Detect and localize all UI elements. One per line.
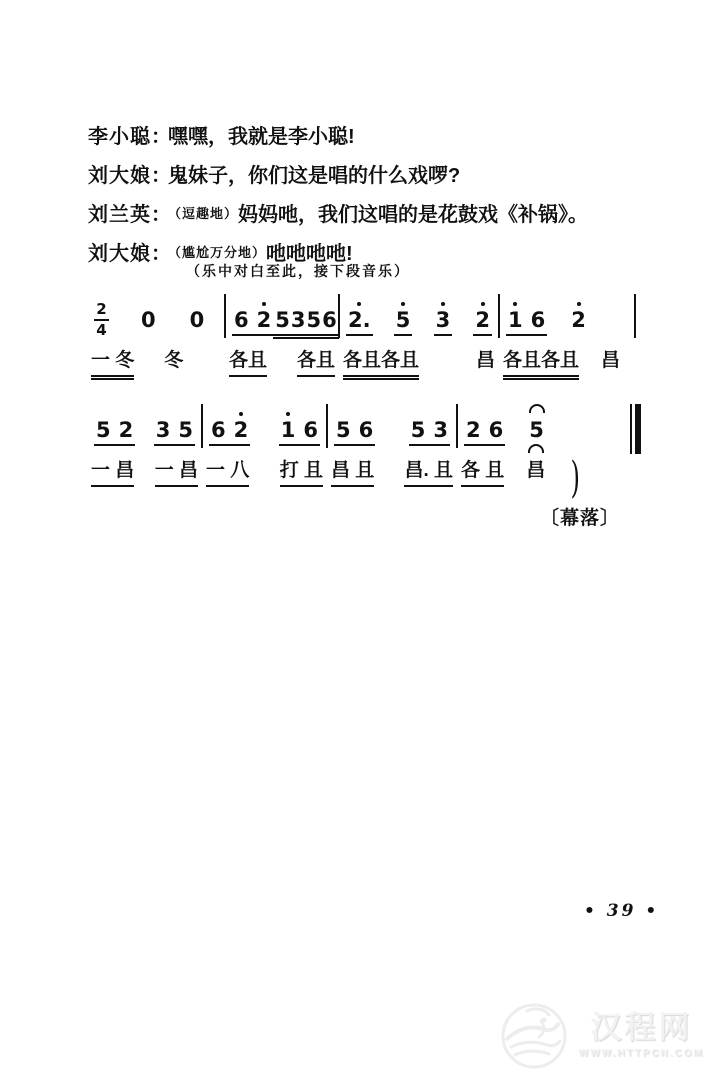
- jianpu-note: 0: [189, 308, 205, 332]
- lyric-syllable: 各且: [297, 350, 335, 377]
- jianpu-note: 6: [322, 308, 337, 332]
- lyric-syllable: 冬: [164, 350, 184, 371]
- jianpu-note: 3: [290, 308, 306, 332]
- lyric-syllable: 一 冬: [91, 350, 134, 377]
- lyric-syllable: 各且各且: [343, 350, 419, 377]
- dialogue-line: [88, 159, 668, 198]
- jianpu-note: 5: [410, 418, 426, 442]
- measure-segment: [88, 300, 224, 377]
- jianpu-note: 2: [256, 308, 272, 332]
- music-row: [340, 300, 498, 336]
- lyric-syllable: 昌 且: [331, 460, 374, 487]
- beam-group: [346, 310, 373, 336]
- lyric-syllable: 昌: [601, 350, 621, 371]
- barline: [634, 294, 636, 338]
- lyric-syllable: 一 昌: [155, 460, 198, 487]
- beam-group: [279, 420, 320, 446]
- curtain-falls-note: 〔幕落〕: [540, 508, 621, 529]
- watermark-site-name: 汉程网: [590, 1010, 693, 1046]
- speaker-name: 李小聪：: [88, 126, 172, 148]
- jianpu-note: 2: [233, 418, 249, 442]
- jianpu-note: 3: [155, 418, 171, 442]
- music-system-2: [88, 400, 641, 504]
- measure-segment: [226, 300, 338, 377]
- time-signature: [94, 302, 109, 338]
- final-barline-thin: [630, 404, 632, 454]
- beam-group: [273, 310, 339, 336]
- watermark: [497, 999, 704, 1071]
- lyric-row: [340, 350, 498, 377]
- music-row: [88, 300, 224, 339]
- music-row: [88, 410, 201, 446]
- measure-segment: [328, 410, 456, 487]
- beam-group: [94, 420, 135, 446]
- jianpu-note: 0: [141, 308, 156, 332]
- beam-group: [569, 310, 588, 336]
- beam-group: [506, 310, 547, 336]
- beam-group: [394, 310, 413, 336]
- jianpu-note: 5: [306, 308, 322, 332]
- watermark-text: [579, 1011, 704, 1058]
- lyric-syllable: 一 昌: [91, 460, 134, 487]
- measure-segment: [88, 410, 201, 487]
- watermark-dragon-logo-icon: [497, 999, 571, 1071]
- speaker-name: 刘兰英：: [88, 204, 172, 226]
- lyric-row: [328, 460, 456, 487]
- beam-group: [527, 420, 546, 446]
- jianpu-note: 6: [234, 308, 249, 332]
- jianpu-note: 3: [435, 308, 451, 332]
- lyric-row: [88, 350, 224, 377]
- dialogue-text: 妈妈吔，我们这唱的是花鼓戏《补锅》。: [238, 204, 589, 226]
- lyric-syllable: 昌. 且: [404, 460, 453, 487]
- beam-group: [209, 420, 250, 446]
- jianpu-note: 5: [178, 418, 193, 442]
- beam-group: [434, 310, 453, 336]
- dialogue-text: 吔吔吔吔!: [266, 243, 353, 265]
- dialogue-text: 鬼妹子，你们这是唱的什么戏啰?: [168, 165, 461, 187]
- time-signature-denominator: 4: [96, 321, 107, 339]
- music-system-1: [88, 290, 636, 377]
- jianpu-note: 2: [118, 418, 134, 442]
- beam-group: [409, 420, 450, 446]
- lyric-syllable: 各且: [229, 350, 267, 377]
- jianpu-note: 6: [358, 418, 374, 442]
- jianpu-note: 3: [433, 418, 448, 442]
- jianpu-note: 6: [303, 418, 318, 442]
- measure-segment: [458, 410, 630, 504]
- final-barline-thick: [635, 404, 641, 454]
- lyric-syllable: 各且各且: [503, 350, 579, 377]
- beam-group: [154, 420, 195, 446]
- beam-group: [334, 420, 375, 446]
- jianpu-note: 6: [530, 308, 546, 332]
- jianpu-note: 2.: [348, 308, 371, 332]
- speaker-name: 刘大娘：: [88, 243, 172, 265]
- beam-group: [232, 310, 273, 336]
- dialogue-text: 嘿嘿，我就是李小聪!: [168, 126, 355, 148]
- stage-note: （乐中对白至此，接下段音乐）: [186, 263, 410, 279]
- dialogue-line: [88, 198, 668, 237]
- music-row: [458, 410, 630, 446]
- time-signature-numerator: 2: [96, 300, 107, 318]
- lyric-syllable: 昌: [475, 350, 495, 371]
- speaker-name: 刘大娘：: [88, 165, 172, 187]
- music-row: [226, 300, 338, 336]
- jianpu-note: 5: [395, 308, 411, 332]
- jianpu-note: 5: [275, 308, 290, 332]
- jianpu-note: 2: [571, 308, 586, 332]
- beam-group: [473, 310, 492, 336]
- measure-segment: [203, 410, 326, 487]
- lyric-row: [458, 453, 630, 504]
- lyric-row: [226, 350, 338, 377]
- stage-direction: （逗趣地）: [168, 206, 239, 221]
- lyric-syllable: 一 八: [206, 460, 249, 487]
- jianpu-note: 5: [336, 418, 351, 442]
- beam-group: [464, 420, 505, 446]
- music-row: [328, 410, 456, 446]
- beam-group: [188, 310, 207, 336]
- lyric-row: [500, 350, 634, 377]
- dialogue-line: [88, 120, 668, 159]
- lyric-row: [203, 460, 326, 487]
- final-barline: [630, 404, 641, 454]
- jianpu-note: 2: [466, 418, 481, 442]
- lyric-syllable: 昌: [526, 460, 545, 487]
- jianpu-note: 1: [280, 418, 296, 442]
- lyric-row: [88, 460, 201, 487]
- dialogue-block: [88, 120, 668, 276]
- lyric-syllable: 各 且: [461, 460, 504, 487]
- jianpu-note: 5: [96, 418, 111, 442]
- music-row: [203, 410, 326, 446]
- measure-segment: [500, 300, 634, 377]
- closing-paren: ): [570, 453, 581, 504]
- stage-direction: （尴尬万分地）: [168, 245, 267, 260]
- measure-segment: [340, 300, 498, 377]
- beam-group: [139, 310, 158, 336]
- jianpu-note: 6: [488, 418, 504, 442]
- jianpu-note: 6: [211, 418, 226, 442]
- jianpu-note: 1: [508, 308, 523, 332]
- jianpu-note: 5: [529, 418, 544, 442]
- jianpu-note: 2: [475, 308, 490, 332]
- music-row: [500, 300, 634, 336]
- watermark-site-url: WWW.HTTPCN.COM: [578, 1047, 704, 1059]
- lyric-syllable: 打 且: [280, 460, 323, 487]
- page-number: • 39 •: [584, 901, 660, 921]
